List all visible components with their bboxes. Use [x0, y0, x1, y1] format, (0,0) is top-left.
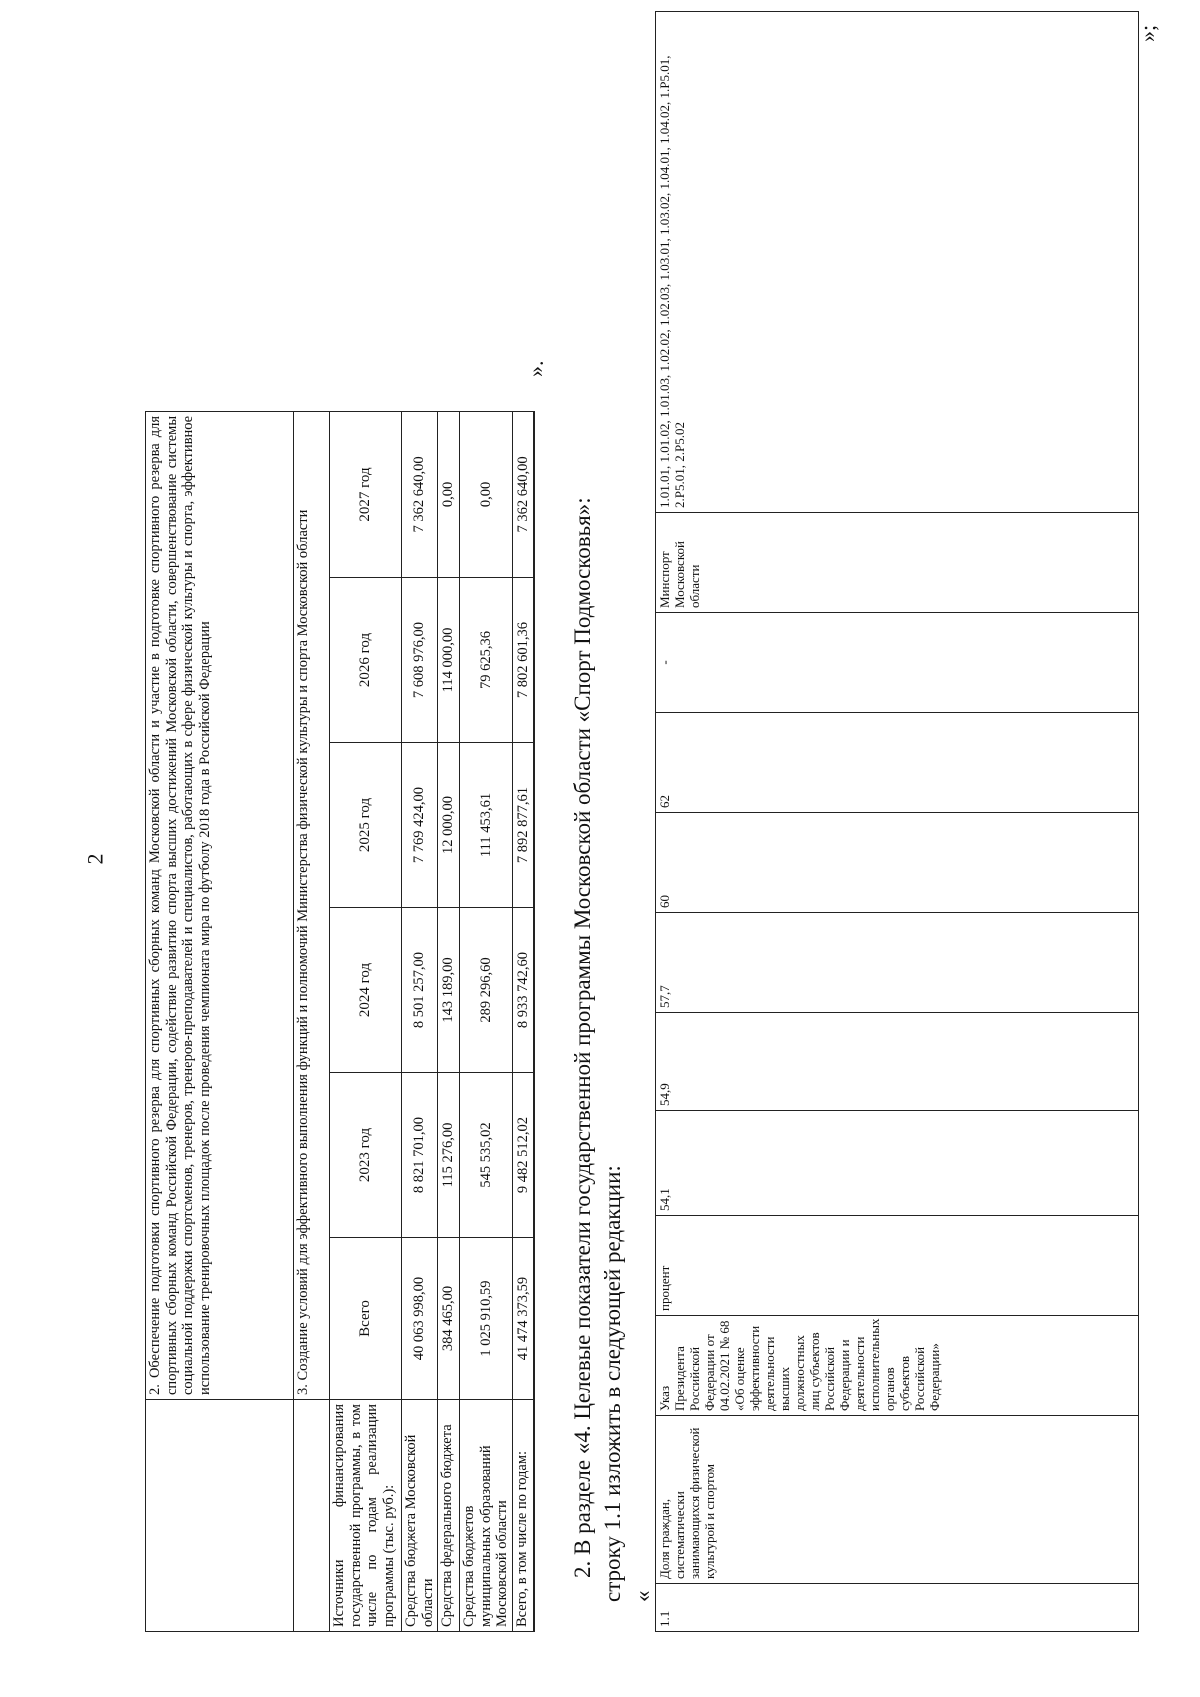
table-cell: 7 892 877,61	[512, 743, 534, 908]
closing-quote: ».	[523, 360, 548, 377]
table-cell: 115 276,00	[438, 1073, 460, 1238]
indicator-row	[656, 12, 1139, 1632]
heading-line-1: 2. В разделе «4. Целевые показатели государственной программы Московской области «Спорт Подмосковья»:	[570, 497, 595, 1578]
indicator-unit: процент	[656, 1216, 1139, 1316]
table-cell: 7 769 424,00	[402, 743, 438, 908]
table-row	[438, 411, 460, 1631]
indicator-value: 54,1	[656, 1111, 1139, 1216]
goal-3-row	[294, 411, 330, 1631]
indicator-number: 1.1	[656, 1584, 1139, 1632]
indicator-value: 54,9	[656, 1013, 1139, 1111]
indicator-basis: Указ Президента Российской Федерации от 04.02.2021 № 68 «Об оценке эффективности деятельности высших должностных лиц субъектов Российской Федерации и деятельности исполнительных органов субъектов Российской Федерации»	[656, 1316, 1139, 1416]
table-cell: 8 501 257,00	[402, 908, 438, 1073]
indicator-value: 57,7	[656, 913, 1139, 1013]
table-cell: 384 465,00	[438, 1238, 460, 1400]
row-label: Средства бюджетов муниципальных образований Московской области	[460, 1400, 513, 1632]
finance-header-label: Источники финансирования государственной программы, в том числе по годам реализации программы (тыс. руб.):	[330, 1400, 402, 1632]
column-header: 2023 год	[330, 1073, 402, 1238]
opening-quote: «	[630, 1590, 655, 1602]
column-header: Всего	[330, 1238, 402, 1400]
table-cell: 289 296,60	[460, 908, 513, 1073]
table-cell: 0,00	[460, 411, 513, 577]
table-cell: 7 608 976,00	[402, 578, 438, 743]
column-header: 2025 год	[330, 743, 402, 908]
empty-cell	[294, 1400, 330, 1632]
table-cell: 0,00	[438, 411, 460, 577]
table-cell: 79 625,36	[460, 578, 513, 743]
row-label: Средства бюджета Московской области	[402, 1400, 438, 1632]
page-number: 2	[82, 853, 108, 865]
table-cell: 7 802 601,36	[512, 578, 534, 743]
table-cell: 545 535,02	[460, 1073, 513, 1238]
table-cell: 1 025 910,59	[460, 1238, 513, 1400]
table-cell: 41 474 373,59	[512, 1238, 534, 1400]
empty-cell	[146, 1400, 294, 1632]
table-cell: 12 000,00	[438, 743, 460, 908]
indicator-value: 60	[656, 813, 1139, 913]
column-header: 2027 год	[330, 411, 402, 577]
table-cell: 143 189,00	[438, 908, 460, 1073]
table-row	[402, 411, 438, 1631]
table-cell: 7 362 640,00	[512, 411, 534, 577]
row-label: Всего, в том числе по годам:	[512, 1400, 534, 1632]
table-row-total	[512, 411, 534, 1631]
goal-2-row	[146, 411, 294, 1631]
indicator-codes: 1.01.01, 1.01.02, 1.01.03, 1.02.02, 1.02.03, 1.03.01, 1.03.02, 1.04.01, 1.04.02, 1.P5.01, 2.P5.01, 2.P5.02	[656, 12, 1139, 513]
indicator-value: 62	[656, 713, 1139, 813]
goal-3-text: 3. Создание условий для эффективного выполнения функций и полномочий Министерства физической культуры и спорта Московской области	[294, 411, 330, 1399]
indicator-table	[655, 11, 1139, 1632]
finance-header-row	[330, 411, 402, 1631]
indicator-responsible: Минспорт Московской области	[656, 513, 1139, 613]
indicator-name: Доля граждан, систематически занимающихся физической культурой и спортом	[656, 1416, 1139, 1584]
table-cell: 8 933 742,60	[512, 908, 534, 1073]
finance-table	[145, 411, 535, 1632]
indicator-value: -	[656, 613, 1139, 713]
closing-quote: »;	[1135, 24, 1160, 42]
table-cell: 40 063 998,00	[402, 1238, 438, 1400]
column-header: 2026 год	[330, 578, 402, 743]
row-label: Средства федерального бюджета	[438, 1400, 460, 1632]
table-cell: 7 362 640,00	[402, 411, 438, 577]
heading-line-2: строку 1.1 изложить в следующей редакции:	[600, 1165, 625, 1602]
table-cell: 114 000,00	[438, 578, 460, 743]
table-cell: 8 821 701,00	[402, 1073, 438, 1238]
table-cell: 9 482 512,02	[512, 1073, 534, 1238]
column-header: 2024 год	[330, 908, 402, 1073]
section-heading	[568, 497, 658, 1602]
table-cell: 111 453,61	[460, 743, 513, 908]
rotated-content	[145, 12, 1175, 1632]
goal-2-text: 2. Обеспечение подготовки спортивного резерва для спортивных сборных команд Московской области и участие в подготовке спортивного резерва для спортивных сборных команд Российской Федерации, содействие развитию спорта высших достижений Московской области, совершенствование системы социальной поддержки спортсменов, тренеров, тренеров-преподавателей и специалистов, работающих в сфере физической культуры и спорта, эффективное использование тренировочных площадок после проведения чемпионата мира по футболу 2018 года в Российской Федерации	[146, 411, 294, 1399]
table-row	[460, 411, 513, 1631]
